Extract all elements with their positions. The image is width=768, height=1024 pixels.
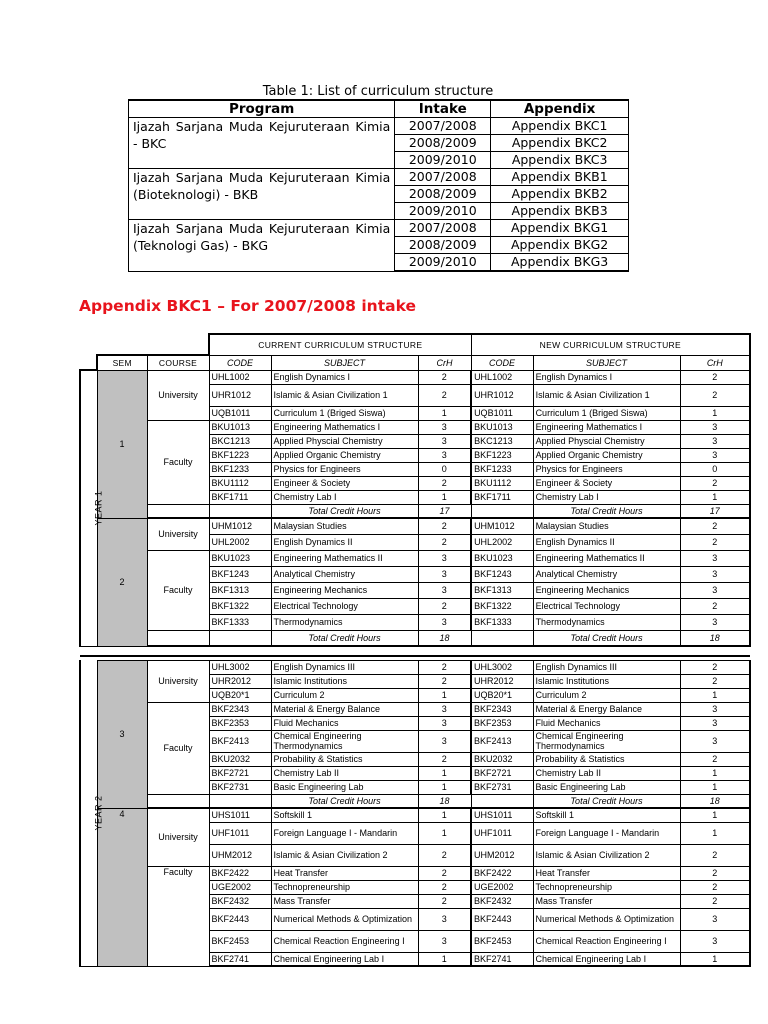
- program-name: Ijazah Sarjana Muda Kejuruteraan Kimia - BKC: [129, 118, 395, 169]
- course-type: University: [147, 370, 209, 420]
- new-crh: 2: [680, 534, 750, 550]
- current-code: BKF2413: [209, 730, 271, 752]
- intake-cell: 2009/2010: [395, 203, 491, 220]
- new-subject: Curriculum 1 (Briged Siswa): [533, 406, 680, 420]
- current-subject: Chemical Engineering Lab I: [271, 952, 418, 966]
- current-crh: 2: [418, 384, 471, 406]
- total-crh-new: 18: [680, 794, 750, 808]
- current-subject: Chemical Engineering Thermodynamics: [271, 730, 418, 752]
- current-crh: 3: [418, 702, 471, 716]
- new-crh: 3: [680, 448, 750, 462]
- new-code: UHM1012: [471, 518, 533, 534]
- new-code: UHL1002: [471, 370, 533, 384]
- new-code: BKF2432: [471, 894, 533, 908]
- current-subject: English Dynamics I: [271, 370, 418, 384]
- new-code: BKF2443: [471, 908, 533, 930]
- new-code: BKF1333: [471, 614, 533, 630]
- current-subject: Foreign Language I - Mandarin: [271, 822, 418, 844]
- new-crh: 2: [680, 894, 750, 908]
- new-code: BKU1013: [471, 420, 533, 434]
- total-label-new: Total Credit Hours: [533, 794, 680, 808]
- program-row: [129, 118, 629, 135]
- new-subject: Technopreneurship: [533, 880, 680, 894]
- column-code: CODE: [471, 355, 533, 370]
- total-row: [80, 630, 750, 646]
- new-code: BKF2343: [471, 702, 533, 716]
- total-crh-current: 18: [418, 630, 471, 646]
- course-type: University: [147, 518, 209, 550]
- current-crh: 3: [418, 614, 471, 630]
- current-crh: 2: [418, 866, 471, 880]
- current-subject: Curriculum 2: [271, 688, 418, 702]
- current-code: UHS1011: [209, 808, 271, 822]
- new-subject: Chemical Engineering Lab I: [533, 952, 680, 966]
- new-subject: Chemistry Lab II: [533, 766, 680, 780]
- current-code: BKF2453: [209, 930, 271, 952]
- course-row: [80, 808, 750, 822]
- new-crh: 2: [680, 674, 750, 688]
- new-crh: 3: [680, 730, 750, 752]
- current-crh: 3: [418, 716, 471, 730]
- new-code: UHS1011: [471, 808, 533, 822]
- new-crh: 2: [680, 660, 750, 674]
- appendix-heading: Appendix BKC1 – For 2007/2008 intake: [79, 297, 416, 315]
- current-crh: 1: [418, 822, 471, 844]
- intake-cell: 2009/2010: [395, 254, 491, 272]
- current-crh: 1: [418, 780, 471, 794]
- curriculum-table-year2: [79, 655, 751, 967]
- new-crh: 1: [680, 688, 750, 702]
- new-crh: 1: [680, 766, 750, 780]
- new-subject: Curriculum 2: [533, 688, 680, 702]
- new-code: UHR2012: [471, 674, 533, 688]
- new-subject: Chemical Engineering Thermodynamics: [533, 730, 680, 752]
- course-row: [80, 702, 750, 716]
- current-crh: 2: [418, 518, 471, 534]
- column-subject: SUBJECT: [533, 355, 680, 370]
- current-crh: 1: [418, 808, 471, 822]
- course-type: Faculty: [147, 702, 209, 794]
- new-code: UGE2002: [471, 880, 533, 894]
- current-crh: 3: [418, 420, 471, 434]
- new-subject: Mass Transfer: [533, 894, 680, 908]
- current-code: BKF2353: [209, 716, 271, 730]
- new-subject: Chemical Reaction Engineering I: [533, 930, 680, 952]
- current-code: BKF1333: [209, 614, 271, 630]
- new-subject: Physics for Engineers: [533, 462, 680, 476]
- new-crh: 1: [680, 808, 750, 822]
- current-code: BKF2731: [209, 780, 271, 794]
- current-subject: Mass Transfer: [271, 894, 418, 908]
- current-crh: 1: [418, 406, 471, 420]
- course-row: [80, 660, 750, 674]
- new-subject: Chemistry Lab I: [533, 490, 680, 504]
- current-crh: 3: [418, 730, 471, 752]
- appendix-cell: Appendix BKG2: [491, 237, 629, 254]
- column-subject: SUBJECT: [271, 355, 418, 370]
- new-subject: Applied Physcial Chemistry: [533, 434, 680, 448]
- current-code: UHL2002: [209, 534, 271, 550]
- total-crh-current: 17: [418, 504, 471, 518]
- current-code: UHL1002: [209, 370, 271, 384]
- header-intake: Intake: [395, 100, 491, 118]
- current-code: UHL3002: [209, 660, 271, 674]
- new-crh: 1: [680, 822, 750, 844]
- new-code: UHL3002: [471, 660, 533, 674]
- current-code: BKF1243: [209, 566, 271, 582]
- current-subject: Applied Organic Chemistry: [271, 448, 418, 462]
- current-code: UHR1012: [209, 384, 271, 406]
- current-crh: 2: [418, 598, 471, 614]
- current-crh: 3: [418, 550, 471, 566]
- new-code: BKU1023: [471, 550, 533, 566]
- header-appendix: Appendix: [491, 100, 629, 118]
- current-crh: 2: [418, 660, 471, 674]
- new-subject: Engineering Mathematics I: [533, 420, 680, 434]
- current-code: BKC1213: [209, 434, 271, 448]
- current-subject: Physics for Engineers: [271, 462, 418, 476]
- current-crh: 2: [418, 844, 471, 866]
- new-code: BKF2453: [471, 930, 533, 952]
- new-subject: Islamic & Asian Civilization 2: [533, 844, 680, 866]
- new-crh: 2: [680, 370, 750, 384]
- new-crh: 3: [680, 582, 750, 598]
- appendix-cell: Appendix BKB2: [491, 186, 629, 203]
- new-subject: Engineering Mathematics II: [533, 550, 680, 566]
- new-code: BKF2741: [471, 952, 533, 966]
- current-code: BKF1313: [209, 582, 271, 598]
- current-code: BKF2721: [209, 766, 271, 780]
- course-row: [80, 866, 750, 880]
- new-code: UQB1011: [471, 406, 533, 420]
- semester-number: 3: [97, 660, 147, 808]
- current-subject: Malaysian Studies: [271, 518, 418, 534]
- new-crh: 1: [680, 780, 750, 794]
- new-code: BKF1711: [471, 490, 533, 504]
- new-crh: 2: [680, 384, 750, 406]
- new-crh: 3: [680, 930, 750, 952]
- current-code: BKF2443: [209, 908, 271, 930]
- current-subject: Heat Transfer: [271, 866, 418, 880]
- current-code: BKF2343: [209, 702, 271, 716]
- column-sem: SEM: [97, 355, 147, 370]
- new-subject: Engineer & Society: [533, 476, 680, 490]
- new-subject: English Dynamics II: [533, 534, 680, 550]
- new-subject: Thermodynamics: [533, 614, 680, 630]
- new-code: BKF1233: [471, 462, 533, 476]
- new-crh: 2: [680, 752, 750, 766]
- current-crh: 3: [418, 582, 471, 598]
- new-crh: 1: [680, 406, 750, 420]
- current-subject: Numerical Methods & Optimization: [271, 908, 418, 930]
- total-label-new: Total Credit Hours: [533, 504, 680, 518]
- course-type: Faculty: [147, 550, 209, 630]
- intake-cell: 2008/2009: [395, 135, 491, 152]
- course-type: University: [147, 808, 209, 866]
- intake-cell: 2008/2009: [395, 186, 491, 203]
- new-code: BKF1313: [471, 582, 533, 598]
- column-crh: CrH: [680, 355, 750, 370]
- current-subject: Material & Energy Balance: [271, 702, 418, 716]
- new-code: BKF1322: [471, 598, 533, 614]
- total-crh-new: 17: [680, 504, 750, 518]
- column-crh: CrH: [418, 355, 471, 370]
- current-crh: 2: [418, 674, 471, 688]
- new-code: BKF2731: [471, 780, 533, 794]
- current-subject: English Dynamics II: [271, 534, 418, 550]
- new-crh: 2: [680, 880, 750, 894]
- new-code: BKF2413: [471, 730, 533, 752]
- current-code: BKU1013: [209, 420, 271, 434]
- current-code: BKU1112: [209, 476, 271, 490]
- new-subject: Electrical Technology: [533, 598, 680, 614]
- new-crh: 3: [680, 702, 750, 716]
- new-subject: Analytical Chemistry: [533, 566, 680, 582]
- course-type: Faculty: [147, 420, 209, 504]
- current-subject: Softskill 1: [271, 808, 418, 822]
- current-subject: Basic Engineering Lab: [271, 780, 418, 794]
- new-subject: Malaysian Studies: [533, 518, 680, 534]
- new-crh: 3: [680, 908, 750, 930]
- appendix-cell: Appendix BKB1: [491, 169, 629, 186]
- current-code: BKU1023: [209, 550, 271, 566]
- new-crh: 3: [680, 614, 750, 630]
- current-subject: Thermodynamics: [271, 614, 418, 630]
- current-code: BKF2432: [209, 894, 271, 908]
- new-subject: Material & Energy Balance: [533, 702, 680, 716]
- new-structure-title: NEW CURRICULUM STRUCTURE: [471, 334, 750, 355]
- new-subject: Numerical Methods & Optimization: [533, 908, 680, 930]
- current-code: UQB1011: [209, 406, 271, 420]
- year-label: [80, 660, 104, 966]
- course-type: Faculty: [147, 866, 209, 966]
- current-subject: Technopreneurship: [271, 880, 418, 894]
- program-table: [128, 99, 629, 272]
- current-crh: 2: [418, 476, 471, 490]
- current-crh: 3: [418, 566, 471, 582]
- appendix-cell: Appendix BKC3: [491, 152, 629, 169]
- new-crh: 2: [680, 476, 750, 490]
- current-crh: 2: [418, 894, 471, 908]
- current-subject: Chemistry Lab II: [271, 766, 418, 780]
- appendix-cell: Appendix BKC2: [491, 135, 629, 152]
- new-crh: 3: [680, 550, 750, 566]
- new-code: UHR1012: [471, 384, 533, 406]
- new-subject: English Dynamics III: [533, 660, 680, 674]
- current-subject: Engineering Mathematics II: [271, 550, 418, 566]
- current-subject: Applied Physcial Chemistry: [271, 434, 418, 448]
- current-crh: 1: [418, 952, 471, 966]
- new-crh: 3: [680, 566, 750, 582]
- intake-cell: 2007/2008: [395, 118, 491, 135]
- current-subject: English Dynamics III: [271, 660, 418, 674]
- new-crh: 2: [680, 844, 750, 866]
- total-row: [80, 504, 750, 518]
- course-row: [80, 370, 750, 384]
- new-code: BKU1112: [471, 476, 533, 490]
- current-subject: Islamic & Asian Civilization 2: [271, 844, 418, 866]
- current-code: BKF2422: [209, 866, 271, 880]
- program-row: [129, 169, 629, 186]
- current-code: UHM2012: [209, 844, 271, 866]
- new-subject: English Dynamics I: [533, 370, 680, 384]
- current-subject: Chemical Reaction Engineering I: [271, 930, 418, 952]
- current-structure-title: CURRENT CURRICULUM STRUCTURE: [209, 334, 471, 355]
- current-code: UGE2002: [209, 880, 271, 894]
- current-crh: 2: [418, 370, 471, 384]
- current-crh: 1: [418, 490, 471, 504]
- current-subject: Chemistry Lab I: [271, 490, 418, 504]
- new-crh: 1: [680, 952, 750, 966]
- program-name: Ijazah Sarjana Muda Kejuruteraan Kimia (Bioteknologi) - BKB: [129, 169, 395, 220]
- new-crh: 3: [680, 420, 750, 434]
- current-crh: 3: [418, 434, 471, 448]
- new-subject: Softskill 1: [533, 808, 680, 822]
- appendix-cell: Appendix BKG1: [491, 220, 629, 237]
- current-subject: Engineering Mechanics: [271, 582, 418, 598]
- current-subject: Curriculum 1 (Briged Siswa): [271, 406, 418, 420]
- current-crh: 3: [418, 930, 471, 952]
- new-code: UQB20*1: [471, 688, 533, 702]
- new-subject: Foreign Language I - Mandarin: [533, 822, 680, 844]
- current-subject: Analytical Chemistry: [271, 566, 418, 582]
- header-program: Program: [129, 100, 395, 118]
- current-crh: 0: [418, 462, 471, 476]
- new-crh: 3: [680, 716, 750, 730]
- current-code: BKF1322: [209, 598, 271, 614]
- total-label-new: Total Credit Hours: [533, 630, 680, 646]
- current-code: UHR2012: [209, 674, 271, 688]
- new-subject: Fluid Mechanics: [533, 716, 680, 730]
- intake-cell: 2009/2010: [395, 152, 491, 169]
- new-code: BKC1213: [471, 434, 533, 448]
- appendix-cell: Appendix BKG3: [491, 254, 629, 272]
- current-code: BKF1223: [209, 448, 271, 462]
- course-row: [80, 420, 750, 434]
- new-crh: 1: [680, 490, 750, 504]
- new-subject: Engineering Mechanics: [533, 582, 680, 598]
- current-code: UQB20*1: [209, 688, 271, 702]
- new-crh: 3: [680, 434, 750, 448]
- year-label-text: YEAR 1: [93, 490, 104, 526]
- current-crh: 2: [418, 752, 471, 766]
- new-crh: 2: [680, 866, 750, 880]
- current-subject: Engineering Mathematics I: [271, 420, 418, 434]
- program-row: [129, 220, 629, 237]
- course-type: University: [147, 660, 209, 702]
- curriculum-table-year1: [79, 333, 751, 647]
- current-crh: 3: [418, 908, 471, 930]
- semester-number: 2: [97, 518, 147, 646]
- new-subject: Probability & Statistics: [533, 752, 680, 766]
- new-code: BKF2353: [471, 716, 533, 730]
- current-subject: Probability & Statistics: [271, 752, 418, 766]
- current-subject: Engineer & Society: [271, 476, 418, 490]
- new-code: UHL2002: [471, 534, 533, 550]
- total-label-current: Total Credit Hours: [271, 504, 418, 518]
- total-label-current: Total Credit Hours: [271, 794, 418, 808]
- new-code: BKF2422: [471, 866, 533, 880]
- new-subject: Islamic Institutions: [533, 674, 680, 688]
- current-subject: Electrical Technology: [271, 598, 418, 614]
- semester-number: 1: [97, 370, 147, 518]
- intake-cell: 2007/2008: [395, 220, 491, 237]
- new-crh: 2: [680, 518, 750, 534]
- semester-number: 4: [97, 808, 147, 966]
- total-crh-new: 18: [680, 630, 750, 646]
- current-crh: 1: [418, 766, 471, 780]
- current-crh: 1: [418, 688, 471, 702]
- total-crh-current: 18: [418, 794, 471, 808]
- column-course: COURSE: [147, 355, 209, 370]
- program-name: Ijazah Sarjana Muda Kejuruteraan Kimia (Teknologi Gas) - BKG: [129, 220, 395, 272]
- current-code: BKU2032: [209, 752, 271, 766]
- new-subject: Islamic & Asian Civilization 1: [533, 384, 680, 406]
- appendix-cell: Appendix BKB3: [491, 203, 629, 220]
- year-label: [80, 370, 104, 646]
- appendix-cell: Appendix BKC1: [491, 118, 629, 135]
- new-code: UHM2012: [471, 844, 533, 866]
- course-row: [80, 550, 750, 566]
- current-crh: 3: [418, 448, 471, 462]
- current-code: BKF1233: [209, 462, 271, 476]
- new-subject: Heat Transfer: [533, 866, 680, 880]
- current-subject: Fluid Mechanics: [271, 716, 418, 730]
- new-code: BKU2032: [471, 752, 533, 766]
- intake-cell: 2007/2008: [395, 169, 491, 186]
- new-code: BKF2721: [471, 766, 533, 780]
- current-code: BKF1711: [209, 490, 271, 504]
- table1-caption: Table 1: List of curriculum structure: [262, 84, 494, 99]
- year-label-text: YEAR 2: [93, 795, 104, 831]
- current-code: UHM1012: [209, 518, 271, 534]
- total-row: [80, 794, 750, 808]
- new-crh: 2: [680, 598, 750, 614]
- new-subject: Basic Engineering Lab: [533, 780, 680, 794]
- new-subject: Applied Organic Chemistry: [533, 448, 680, 462]
- current-code: UHF1011: [209, 822, 271, 844]
- intake-cell: 2008/2009: [395, 237, 491, 254]
- course-row: [80, 518, 750, 534]
- current-subject: Islamic & Asian Civilization 1: [271, 384, 418, 406]
- current-code: BKF2741: [209, 952, 271, 966]
- new-crh: 0: [680, 462, 750, 476]
- new-code: BKF1243: [471, 566, 533, 582]
- current-crh: 2: [418, 534, 471, 550]
- current-subject: Islamic Institutions: [271, 674, 418, 688]
- new-code: UHF1011: [471, 822, 533, 844]
- total-label-current: Total Credit Hours: [271, 630, 418, 646]
- new-code: BKF1223: [471, 448, 533, 462]
- current-crh: 2: [418, 880, 471, 894]
- column-code: CODE: [209, 355, 271, 370]
